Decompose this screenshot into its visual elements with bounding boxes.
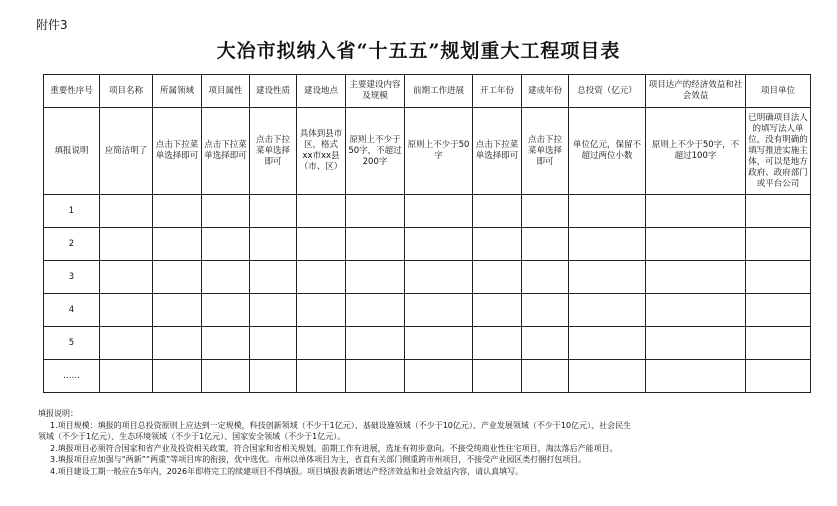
table-cell[interactable] [746,327,811,360]
row-number: 5 [44,327,100,360]
table-cell[interactable] [405,327,473,360]
explain-cell: 原则上不少于50字，不超过200字 [346,108,405,195]
table-cell[interactable] [746,195,811,228]
table-cell[interactable] [473,195,522,228]
header-construction-type: 建设性质 [250,75,297,108]
explain-cell: 单位亿元，保留不超过两位小数 [569,108,646,195]
table-cell[interactable] [100,327,153,360]
table-cell[interactable] [646,228,746,261]
fill-instructions [38,408,808,477]
table-cell[interactable] [646,360,746,393]
table-cell[interactable] [250,294,297,327]
table-cell[interactable] [569,294,646,327]
table-cell[interactable] [405,294,473,327]
row-number: 2 [44,228,100,261]
note-item: 领域（不少于1亿元）、生态环境领域（不少于1亿元）、国家安全领域（不少于1亿元）。 [38,432,346,441]
table-cell[interactable] [746,261,811,294]
notes-heading: 填报说明： [38,409,78,418]
table-cell[interactable] [100,261,153,294]
table-cell[interactable] [569,360,646,393]
table-cell[interactable] [346,195,405,228]
explain-cell: 点击下拉菜单选择即可 [153,108,202,195]
header-content-scale: 主要建设内容及规模 [346,75,405,108]
table-cell[interactable] [297,294,346,327]
table-cell[interactable] [250,360,297,393]
table-cell[interactable] [100,228,153,261]
explain-cell: 应简洁明了 [100,108,153,195]
table-cell[interactable] [250,195,297,228]
table-cell[interactable] [202,294,250,327]
note-item: 3.填报项目应加强与“两新”“两重”等项目库的衔接，优中选优。市州以单体项目为主，省直有关部门侧重跨市州项目，不接受产业园区类打捆打包项目。 [50,455,587,464]
explain-cell: 点击下拉菜单选择即可 [522,108,569,195]
table-cell[interactable] [153,195,202,228]
table-cell[interactable] [250,327,297,360]
row-number: 1 [44,195,100,228]
table-cell[interactable] [100,360,153,393]
table-cell[interactable] [100,195,153,228]
table-cell[interactable] [746,228,811,261]
explain-cell: 点击下拉菜单选择即可 [202,108,250,195]
note-item: 4.项目建设工期一般应在5年内，2026年即将完工的续建项目不得填报。项目填报表新增达产经济效益和社会效益内容，请认真填写。 [50,466,524,476]
header-priority: 重要性序号 [44,75,100,108]
header-start-year: 开工年份 [473,75,522,108]
table-cell[interactable] [153,261,202,294]
table-cell[interactable] [646,294,746,327]
attachment-label: 附件3 [36,18,68,32]
explain-cell: 原则上不少于50字 [405,108,473,195]
row-number: …… [44,360,100,393]
table-cell[interactable] [100,294,153,327]
header-end-year: 建成年份 [522,75,569,108]
table-cell[interactable] [202,228,250,261]
table-row [44,261,811,294]
table-cell[interactable] [297,360,346,393]
table-cell[interactable] [569,327,646,360]
table-row [44,228,811,261]
table-cell[interactable] [522,228,569,261]
table-cell[interactable] [522,294,569,327]
table-cell[interactable] [346,360,405,393]
table-cell[interactable] [569,195,646,228]
explain-cell: 点击下拉菜单选择即可 [250,108,297,195]
row-number: 4 [44,294,100,327]
table-cell[interactable] [646,261,746,294]
header-row [44,75,811,108]
table-cell[interactable] [346,294,405,327]
table-cell[interactable] [473,228,522,261]
table-cell[interactable] [250,261,297,294]
table-cell[interactable] [153,360,202,393]
table-cell[interactable] [297,195,346,228]
table-row [44,360,811,393]
table-cell[interactable] [202,261,250,294]
header-progress: 前期工作进展 [405,75,473,108]
explain-cell: 已明确项目法人的填写法人单位，没有明确的填写推进实施主体，可以是地方政府、政府部门或平台公司 [746,108,811,195]
table-cell[interactable] [346,327,405,360]
table-cell[interactable] [522,195,569,228]
header-project-name: 项目名称 [100,75,153,108]
table-cell[interactable] [297,261,346,294]
header-field: 所属领域 [153,75,202,108]
table-cell[interactable] [746,360,811,393]
header-unit: 项目单位 [746,75,811,108]
explain-cell: 填报说明 [44,108,100,195]
table-cell[interactable] [473,294,522,327]
row-number: 3 [44,261,100,294]
table-cell[interactable] [646,327,746,360]
table-cell[interactable] [522,261,569,294]
table-row [44,294,811,327]
table-cell[interactable] [202,195,250,228]
table-row [44,327,811,360]
header-location: 建设地点 [297,75,346,108]
table-cell[interactable] [346,261,405,294]
explain-cell: 具体到县市区，格式xx市xx县（市、区） [297,108,346,195]
table-cell[interactable] [297,327,346,360]
table-cell[interactable] [405,195,473,228]
note-item: 2.填报项目必须符合国家和省产业及投资相关政策，符合国家和省相关规划，前期工作有进展，选址有初步意向。不接受纯商业性住宅项目，淘汰落后产能项目。 [50,443,618,453]
explain-cell: 点击下拉菜单选择即可 [473,108,522,195]
table-cell[interactable] [569,261,646,294]
table-cell[interactable] [473,360,522,393]
table-cell[interactable] [202,360,250,393]
table-cell[interactable] [202,327,250,360]
explain-row [44,108,811,195]
table-row [44,195,811,228]
table-cell[interactable] [522,327,569,360]
table-cell[interactable] [746,294,811,327]
table-cell[interactable] [153,327,202,360]
table-cell[interactable] [522,360,569,393]
table-cell[interactable] [250,228,297,261]
table-cell[interactable] [646,195,746,228]
table-cell[interactable] [297,228,346,261]
note-item: 1.项目规模：填报的项目总投资原则上应达到一定规模，科技创新领域（不少于1亿元）、基础设施领域（不少于10亿元）、产业发展领域（不少于10亿元）、社会民生 [50,420,632,430]
table-cell[interactable] [473,327,522,360]
table-cell[interactable] [473,261,522,294]
table-cell[interactable] [346,228,405,261]
table-cell[interactable] [153,228,202,261]
table-cell[interactable] [153,294,202,327]
table-cell[interactable] [569,228,646,261]
table-cell[interactable] [405,261,473,294]
header-attribute: 项目属性 [202,75,250,108]
project-table [43,74,811,393]
explain-cell: 原则上不少于50字，不超过100字 [646,108,746,195]
page-title: 大冶市拟纳入省“十五五”规划重大工程项目表 [216,40,621,62]
header-benefits: 项目达产的经济效益和社会效益 [646,75,746,108]
table-cell[interactable] [405,228,473,261]
table-cell[interactable] [405,360,473,393]
header-investment: 总投资（亿元） [569,75,646,108]
